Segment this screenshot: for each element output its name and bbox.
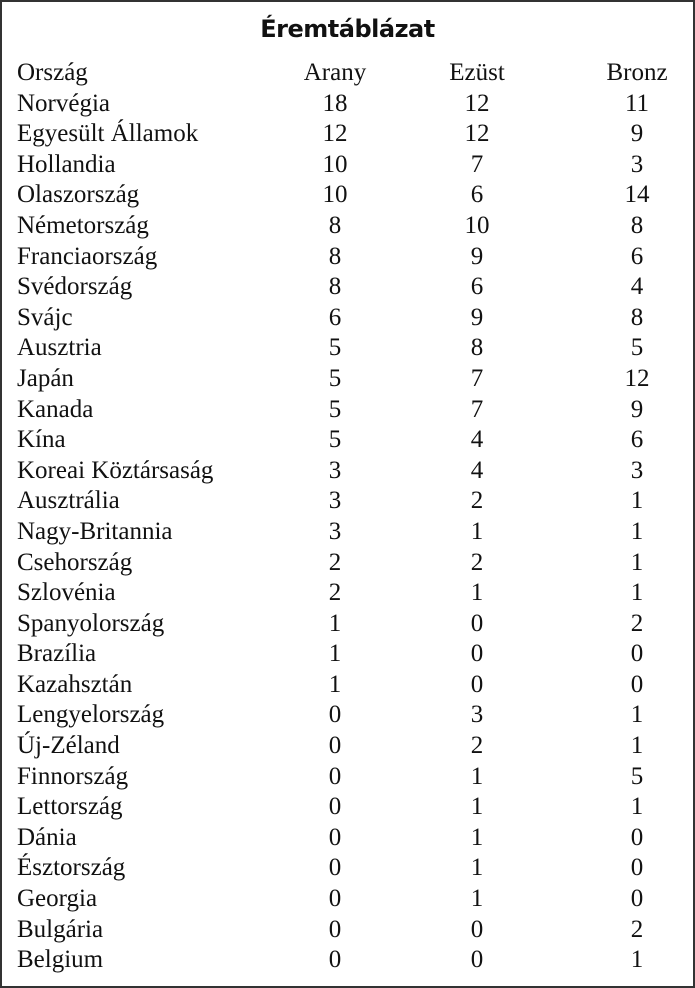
table-row — [17, 89, 682, 120]
table-row — [17, 731, 682, 762]
gold-cell: 5 — [328, 395, 342, 423]
gold-cell: 18 — [322, 89, 348, 117]
silver-cell: 1 — [470, 762, 484, 790]
bronze-cell: 3 — [630, 150, 644, 178]
silver-cell: 7 — [470, 364, 484, 392]
gold-cell: 0 — [328, 854, 342, 882]
gold-cell: 2 — [328, 548, 342, 576]
silver-cell: 1 — [470, 823, 484, 851]
silver-cell: 12 — [464, 89, 490, 117]
country-cell: Norvégia — [17, 89, 111, 117]
bronze-cell: 4 — [630, 273, 644, 301]
gold-cell: 0 — [328, 915, 342, 943]
silver-cell: 1 — [470, 854, 484, 882]
silver-cell: 7 — [470, 150, 484, 178]
gold-cell: 0 — [328, 762, 342, 790]
country-cell: Kína — [17, 426, 66, 454]
bronze-cell: 1 — [630, 548, 644, 576]
country-cell: Lengyelország — [17, 701, 165, 729]
silver-cell: 9 — [470, 242, 484, 270]
table-row — [17, 639, 682, 670]
gold-cell: 10 — [322, 181, 348, 209]
country-cell: Lettország — [17, 793, 123, 821]
country-cell: Hollandia — [17, 150, 116, 178]
gold-cell: 5 — [328, 334, 342, 362]
header-row — [17, 58, 682, 89]
country-cell: Nagy-Britannia — [17, 517, 173, 545]
bronze-cell: 14 — [624, 181, 650, 209]
header-country: Ország — [17, 59, 88, 86]
bronze-cell: 8 — [630, 211, 644, 239]
gold-cell: 6 — [328, 303, 342, 331]
bronze-cell: 11 — [624, 89, 650, 117]
gold-cell: 0 — [328, 701, 342, 729]
bronze-cell: 5 — [630, 334, 644, 362]
country-cell: Ausztrália — [17, 487, 120, 515]
bronze-cell: 1 — [630, 793, 644, 821]
gold-cell: 0 — [328, 732, 342, 760]
gold-cell: 10 — [322, 150, 348, 178]
gold-cell: 0 — [328, 793, 342, 821]
gold-cell: 0 — [328, 885, 342, 913]
table-row — [17, 395, 682, 426]
country-cell: Kanada — [17, 395, 94, 423]
gold-cell: 1 — [328, 640, 342, 668]
country-cell: Egyesült Államok — [17, 120, 199, 148]
silver-cell: 1 — [470, 579, 484, 607]
silver-cell: 2 — [470, 548, 484, 576]
table-row — [17, 425, 682, 456]
gold-cell: 3 — [328, 456, 342, 484]
table-row — [17, 119, 682, 150]
medal-table — [17, 58, 682, 976]
silver-cell: 4 — [470, 456, 484, 484]
bronze-cell: 6 — [630, 242, 644, 270]
silver-cell: 7 — [470, 395, 484, 423]
bronze-cell: 3 — [630, 456, 644, 484]
country-cell: Svédország — [17, 273, 133, 301]
country-cell: Belgium — [17, 946, 104, 974]
header-bronze: Bronz — [606, 59, 668, 86]
table-row — [17, 364, 682, 395]
bronze-cell: 0 — [630, 823, 644, 851]
table-row — [17, 456, 682, 487]
country-cell: Kazahsztán — [17, 670, 133, 698]
bronze-cell: 2 — [630, 915, 644, 943]
country-cell: Spanyolország — [17, 609, 165, 637]
bronze-cell: 12 — [624, 364, 650, 392]
table-row — [17, 548, 682, 579]
bronze-cell: 0 — [630, 640, 644, 668]
silver-cell: 0 — [470, 640, 484, 668]
table-row — [17, 211, 682, 242]
bronze-cell: 1 — [630, 487, 644, 515]
silver-cell: 0 — [470, 946, 484, 974]
gold-cell: 12 — [322, 120, 348, 148]
country-cell: Koreai Köztársaság — [17, 456, 214, 484]
bronze-cell: 5 — [630, 762, 644, 790]
bronze-cell: 8 — [630, 303, 644, 331]
table-title: Éremtáblázat — [260, 15, 435, 43]
country-cell: Szlovénia — [17, 579, 116, 607]
table-row — [17, 609, 682, 640]
gold-cell: 1 — [328, 670, 342, 698]
bronze-cell: 0 — [630, 854, 644, 882]
bronze-cell: 1 — [630, 579, 644, 607]
bronze-cell: 1 — [630, 517, 644, 545]
bronze-cell: 2 — [630, 609, 644, 637]
gold-cell: 3 — [328, 517, 342, 545]
gold-cell: 8 — [328, 211, 342, 239]
country-cell: Franciaország — [17, 242, 158, 270]
silver-cell: 12 — [464, 120, 490, 148]
silver-cell: 0 — [470, 670, 484, 698]
table-row — [17, 700, 682, 731]
gold-cell: 5 — [328, 364, 342, 392]
country-cell: Németország — [17, 211, 149, 239]
table-body — [17, 89, 682, 976]
silver-cell: 0 — [470, 915, 484, 943]
bronze-cell: 0 — [630, 885, 644, 913]
silver-cell: 6 — [470, 273, 484, 301]
country-cell: Ausztria — [17, 334, 102, 362]
country-cell: Svájc — [17, 303, 73, 331]
table-row — [17, 823, 682, 854]
table-row — [17, 792, 682, 823]
gold-cell: 0 — [328, 946, 342, 974]
country-cell: Új-Zéland — [17, 732, 120, 760]
silver-cell: 9 — [470, 303, 484, 331]
silver-cell: 3 — [470, 701, 484, 729]
gold-cell: 5 — [328, 426, 342, 454]
table-row — [17, 853, 682, 884]
silver-cell: 4 — [470, 426, 484, 454]
table-row — [17, 180, 682, 211]
country-cell: Finnország — [17, 762, 129, 790]
country-cell: Japán — [17, 364, 74, 392]
table-row — [17, 915, 682, 946]
country-cell: Bulgária — [17, 915, 104, 943]
gold-cell: 3 — [328, 487, 342, 515]
table-row — [17, 762, 682, 793]
silver-cell: 10 — [464, 211, 490, 239]
gold-cell: 1 — [328, 609, 342, 637]
gold-cell: 0 — [328, 823, 342, 851]
table-row — [17, 303, 682, 334]
header-gold: Arany — [303, 59, 367, 86]
silver-cell: 1 — [470, 517, 484, 545]
gold-cell: 8 — [328, 273, 342, 301]
bronze-cell: 9 — [630, 120, 644, 148]
country-cell: Észtország — [17, 854, 126, 882]
gold-cell: 2 — [328, 579, 342, 607]
bronze-cell: 0 — [630, 670, 644, 698]
header-silver: Ezüst — [449, 59, 505, 86]
silver-cell: 2 — [470, 732, 484, 760]
bronze-cell: 1 — [630, 946, 644, 974]
country-cell: Brazília — [17, 640, 97, 668]
table-row — [17, 333, 682, 364]
gold-cell: 8 — [328, 242, 342, 270]
table-row — [17, 150, 682, 181]
bronze-cell: 1 — [630, 732, 644, 760]
bronze-cell: 9 — [630, 395, 644, 423]
bronze-cell: 1 — [630, 701, 644, 729]
bronze-cell: 6 — [630, 426, 644, 454]
table-row — [17, 670, 682, 701]
country-cell: Dánia — [17, 823, 77, 851]
country-cell: Olaszország — [17, 181, 140, 209]
silver-cell: 1 — [470, 793, 484, 821]
table-row — [17, 486, 682, 517]
table-row — [17, 272, 682, 303]
silver-cell: 2 — [470, 487, 484, 515]
silver-cell: 8 — [470, 334, 484, 362]
table-row — [17, 517, 682, 548]
silver-cell: 6 — [470, 181, 484, 209]
table-row — [17, 945, 682, 976]
silver-cell: 0 — [470, 609, 484, 637]
table-row — [17, 578, 682, 609]
silver-cell: 1 — [470, 885, 484, 913]
table-row — [17, 242, 682, 273]
country-cell: Csehország — [17, 548, 133, 576]
country-cell: Georgia — [17, 885, 98, 913]
table-row — [17, 884, 682, 915]
